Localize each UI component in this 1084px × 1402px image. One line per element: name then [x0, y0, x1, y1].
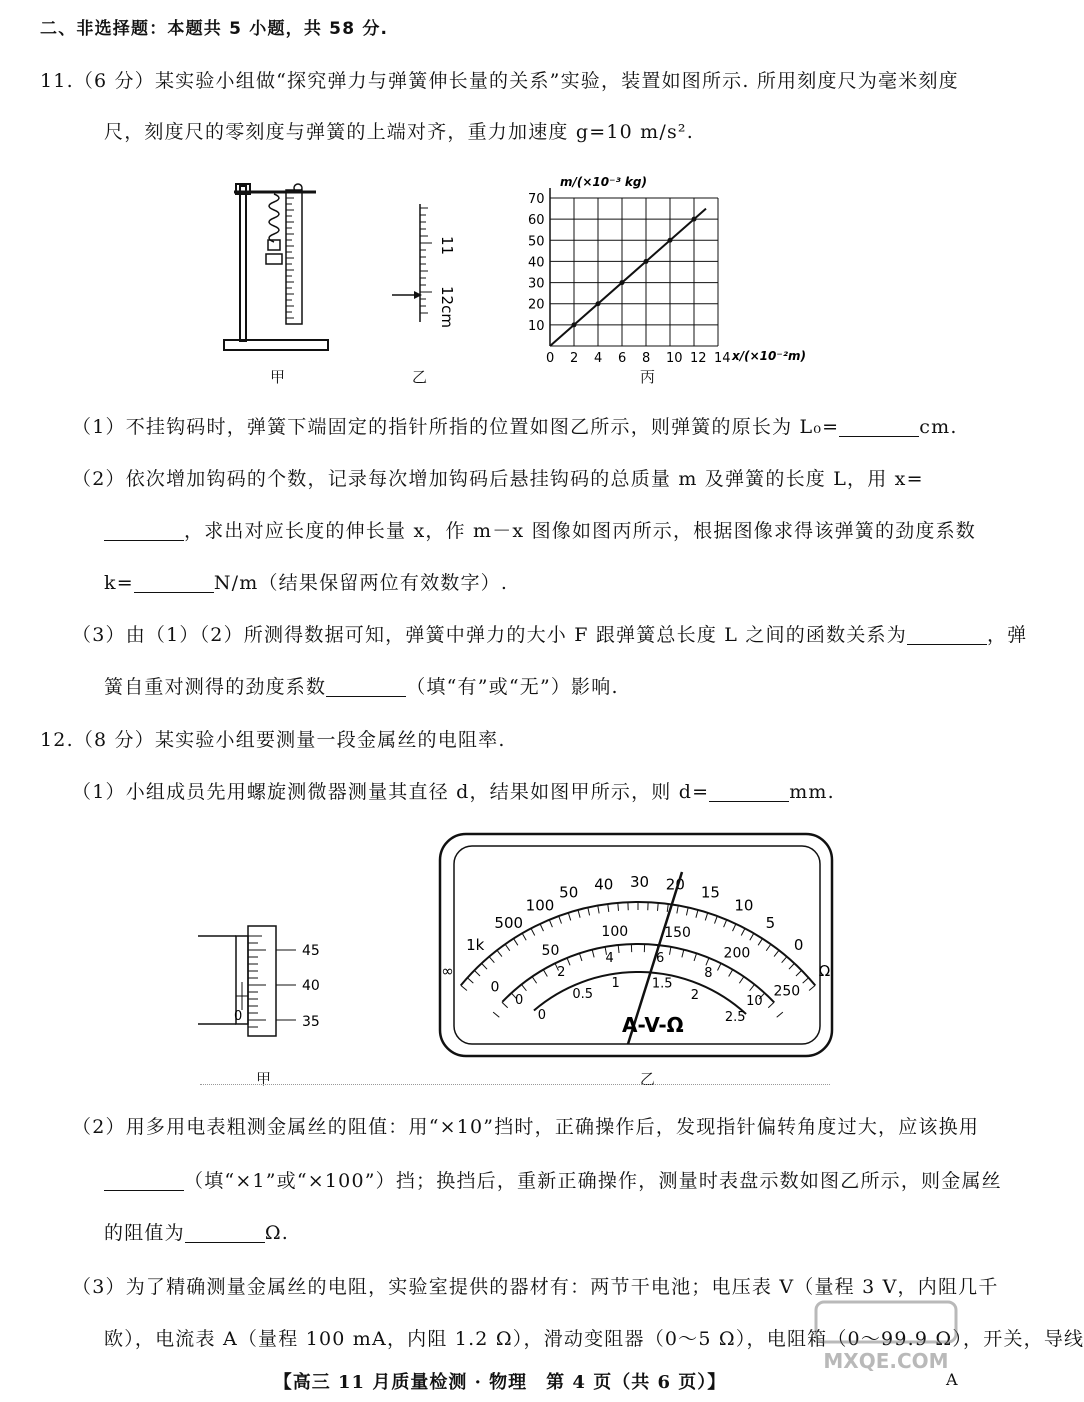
dial-tick — [750, 984, 755, 990]
dial-label: 1.5 — [651, 976, 673, 992]
fig-label-yi: 乙 — [412, 368, 428, 386]
dial-tick — [741, 928, 745, 935]
q11-part2b — [104, 518, 976, 544]
dial-tick — [502, 1002, 508, 1008]
answer-blank-function[interactable] — [907, 625, 987, 645]
q11-stem-line1: 11.（6 分）某实验小组做“探究弹力与弹簧伸长量的关系”实验，装置如图所示. 所用刻度尺为毫米刻度 — [40, 70, 959, 92]
q11-part2c-k: k= — [104, 572, 134, 594]
multimeter-dial-figure — [438, 832, 834, 1058]
dial-tick — [543, 970, 547, 977]
y-tick-label: 40 — [528, 255, 545, 271]
x-tick-label: 0 — [546, 351, 555, 366]
q12-part1-unit: mm. — [789, 781, 835, 803]
data-point — [668, 238, 673, 243]
dial-tick — [694, 953, 696, 961]
dial-label: 1k — [466, 935, 485, 954]
dial-tick — [789, 963, 794, 969]
graph-ylabel: m/(×10⁻³ kg) — [560, 175, 647, 189]
data-point — [620, 280, 625, 285]
dial-tick — [540, 924, 543, 931]
ruler-label-11: 11 — [438, 236, 456, 256]
dial-tick — [717, 963, 721, 970]
dial-tick — [522, 933, 526, 940]
x-tick-label: 14 — [714, 351, 731, 366]
dial-tick — [568, 913, 570, 921]
dial-tick — [489, 957, 494, 963]
dial-tick — [532, 977, 537, 984]
q12-part2c-unit: Ω. — [264, 1222, 290, 1244]
y-tick-label: 70 — [528, 192, 545, 207]
answer-blank-resistance[interactable] — [185, 1223, 265, 1243]
q12-part3a: （3）为了精确测量金属丝的电阻，实验室提供的器材有：两节干电池；电压表 V（量程 3 V，内阻几千 — [72, 1276, 999, 1298]
dial-tick — [777, 1012, 783, 1017]
data-point — [644, 259, 649, 264]
dial-label: 0 — [490, 979, 500, 996]
micrometer-figure — [196, 920, 336, 1050]
dial-tick — [579, 953, 581, 961]
dial-label: 0.5 — [572, 986, 594, 1002]
dial-tick — [667, 904, 668, 912]
dial-label: 100 — [601, 924, 629, 941]
dial-tick — [768, 1002, 774, 1008]
q11-part3a — [72, 622, 1027, 648]
fig-label-q12-jia: 甲 — [256, 1070, 272, 1088]
q11-part3b-end: （填“有”或“无”）影响. — [406, 676, 619, 698]
q12-part2c — [104, 1220, 289, 1246]
q11-part3b — [104, 674, 619, 700]
x-tick-label: 2 — [570, 351, 579, 366]
dial-label: 50 — [559, 883, 579, 902]
dial-tick — [715, 916, 718, 924]
dial-tick — [467, 978, 473, 983]
ruler-closeup-figure — [386, 200, 466, 330]
dial-tick — [705, 913, 707, 921]
x-tick-label: 10 — [666, 351, 683, 366]
dial-tick — [461, 985, 467, 990]
dial-tick — [758, 939, 762, 946]
m-x-graph — [520, 168, 820, 368]
dial-tick — [796, 970, 802, 976]
page-footer: 【高三 11 月质量检测 · 物理 第 4 页（共 6 页）】 — [273, 1372, 727, 1393]
figure-divider — [200, 1084, 830, 1085]
dial-tick — [682, 950, 684, 958]
data-point — [596, 301, 601, 306]
dial-tick — [739, 977, 744, 984]
dial-label: 40 — [594, 875, 614, 894]
q11-part2a: （2）依次增加钩码的个数，记录每次增加钩码后悬挂钩码的总质量 m 及弹簧的长度 L，用 x= — [72, 468, 924, 490]
watermark-logo — [806, 1296, 966, 1376]
q11-part1 — [72, 414, 958, 440]
dial-tick — [724, 920, 727, 927]
y-tick-label: 10 — [528, 318, 545, 334]
y-tick-label: 50 — [528, 234, 545, 250]
dial-label: 10 — [734, 896, 754, 915]
y-tick-label: 20 — [528, 297, 545, 313]
dial-tick — [706, 958, 709, 965]
dial-tick — [809, 985, 815, 990]
q11-part1-unit: cm. — [919, 416, 958, 438]
micrometer-label-0: 0 — [234, 1009, 243, 1024]
x-tick-label: 6 — [618, 351, 627, 366]
dial-tick — [686, 908, 688, 916]
dial-tick — [588, 908, 590, 916]
dial-tick — [531, 928, 535, 935]
dial-label: 100 — [525, 896, 555, 915]
q11-part3b-text: 簧自重对测得的劲度系数 — [104, 676, 327, 698]
y-tick-label: 30 — [528, 276, 545, 292]
q12-part2c-text: 的阻值为 — [104, 1222, 185, 1244]
dial-label: 15 — [700, 883, 720, 902]
x-tick-label: 12 — [690, 351, 707, 366]
fig-label-jia: 甲 — [270, 368, 286, 386]
dial-label: 250 — [773, 983, 801, 1000]
q11-part2c — [104, 570, 508, 596]
answer-blank-l0[interactable] — [839, 417, 919, 437]
dial-label: ∞ — [441, 961, 454, 980]
q12-stem: 12.（8 分）某实验小组要测量一段金属丝的电阻率. — [40, 729, 506, 751]
dial-tick — [474, 970, 480, 976]
dial-label: 0 — [793, 935, 804, 954]
dial-label: 6 — [656, 950, 665, 966]
dial-tick — [670, 947, 671, 955]
dial-tick — [658, 903, 659, 911]
dial-label: 200 — [723, 945, 751, 962]
dial-tick — [567, 958, 570, 965]
q12-part2b — [104, 1168, 1002, 1194]
fig-label-bing: 丙 — [640, 368, 656, 386]
data-point — [572, 322, 577, 327]
dial-tick — [578, 910, 580, 918]
fig-label-q12-yi: 乙 — [640, 1070, 656, 1088]
dial-label: 0 — [514, 993, 524, 1009]
dial-tick — [733, 924, 736, 931]
q12-part2a: （2）用多用电表粗测金属丝的阻值：用“×10”挡时，正确操作后，发现指针偏转角度过大，应该换用 — [72, 1116, 980, 1138]
dial-label: 5 — [765, 913, 776, 932]
dial-tick — [766, 944, 771, 951]
dial-label: 10 — [746, 994, 763, 1010]
dial-tick — [618, 945, 619, 953]
dial-label: 150 — [664, 924, 691, 941]
micrometer-label-45: 45 — [302, 943, 320, 959]
dial-tick — [559, 916, 562, 924]
dial-label: 50 — [541, 942, 560, 959]
graph-xlabel: x/(×10⁻²m) — [732, 349, 806, 363]
dial-label: 20 — [665, 875, 685, 894]
dial-tick — [782, 957, 787, 963]
dial-tick — [677, 906, 678, 914]
dial-tick — [750, 933, 754, 940]
dial-tick — [774, 950, 779, 956]
q12-part3b: 欧），电流表 A（量程 100 mA，内阻 1.2 Ω），滑动变阻器（0～5 Ω），电阻箱（0～99.9 Ω），开关，导线 — [104, 1328, 1084, 1350]
dial-label: 30 — [630, 873, 650, 891]
dial-tick — [608, 904, 609, 912]
dial-tick — [514, 939, 518, 946]
q11-part1-text: （1）不挂钩码时，弹簧下端固定的指针所指的位置如图乙所示，则弹簧的原长为 L₀= — [72, 416, 840, 438]
y-tick-label: 60 — [528, 213, 545, 229]
dial-tick — [729, 970, 733, 977]
dial-label: 2 — [557, 965, 566, 981]
dial-label: 2.5 — [724, 1009, 746, 1025]
q11-part2b-text: ，求出对应长度的伸长量 x，作 m－x 图像如图丙所示，根据图像求得该弹簧的劲度系数 — [184, 520, 976, 542]
dial-label: 2 — [690, 988, 699, 1004]
dial-label: 0 — [537, 1007, 547, 1023]
svg-text:MXQE.COM: MXQE.COM — [823, 1349, 949, 1373]
micrometer-label-40: 40 — [302, 978, 320, 994]
q12-part1-text: （1）小组成员先用螺旋测微器测量其直径 d，结果如图甲所示，则 d= — [72, 781, 710, 803]
dial-label: 1 — [611, 976, 620, 992]
q12-part2b-text: （填“×1”或“×100”）挡；换挡后，重新正确操作，测量时表盘示数如图乙所示，则金属丝 — [184, 1170, 1002, 1192]
ruler-label-12cm: 12cm — [438, 286, 456, 328]
answer-blank-k[interactable] — [134, 573, 214, 593]
x-tick-label: 4 — [594, 351, 603, 366]
dial-tick — [505, 944, 510, 951]
q11-part3a-text: （3）由（1）（2）所测得数据可知，弹簧中弹力的大小 F 跟弹簧总长度 L 之间的函数关系为 — [72, 624, 907, 646]
dial-label: Ω — [818, 961, 831, 980]
micrometer-label-35: 35 — [302, 1014, 320, 1030]
dial-tick — [521, 984, 526, 990]
data-point — [692, 217, 697, 222]
dial-tick — [696, 910, 698, 918]
answer-blank-x[interactable] — [104, 521, 184, 541]
dial-label: 8 — [704, 965, 713, 981]
meter-title: A-V-Ω — [622, 1013, 684, 1037]
q12-part1 — [72, 779, 835, 805]
q11-stem-line2: 尺，刻度尺的零刻度与弹簧的上端对齐，重力加速度 g=10 m/s². — [104, 121, 694, 143]
footer-corner-mark: A — [946, 1370, 958, 1389]
dial-tick — [598, 906, 599, 914]
dial-label: 500 — [494, 913, 524, 932]
dial-tick — [549, 920, 552, 927]
dial-tick — [493, 1012, 499, 1017]
spring-apparatus-figure — [220, 178, 335, 358]
answer-blank-range[interactable] — [104, 1171, 184, 1191]
dial-tick — [497, 950, 502, 956]
x-tick-label: 8 — [642, 351, 651, 366]
dial-tick — [618, 903, 619, 911]
q11-part3a-end: ，弹 — [986, 624, 1028, 646]
dial-label: 4 — [605, 950, 614, 966]
dial-tick — [592, 950, 594, 958]
section-heading: 二、非选择题：本题共 5 小题，共 58 分. — [40, 19, 389, 39]
dial-tick — [803, 978, 809, 983]
answer-blank-d[interactable] — [709, 782, 789, 802]
answer-blank-selfweight[interactable] — [326, 677, 406, 697]
dial-tick — [482, 963, 487, 969]
q11-part2c-text: N/m（结果保留两位有效数字）. — [213, 572, 509, 594]
